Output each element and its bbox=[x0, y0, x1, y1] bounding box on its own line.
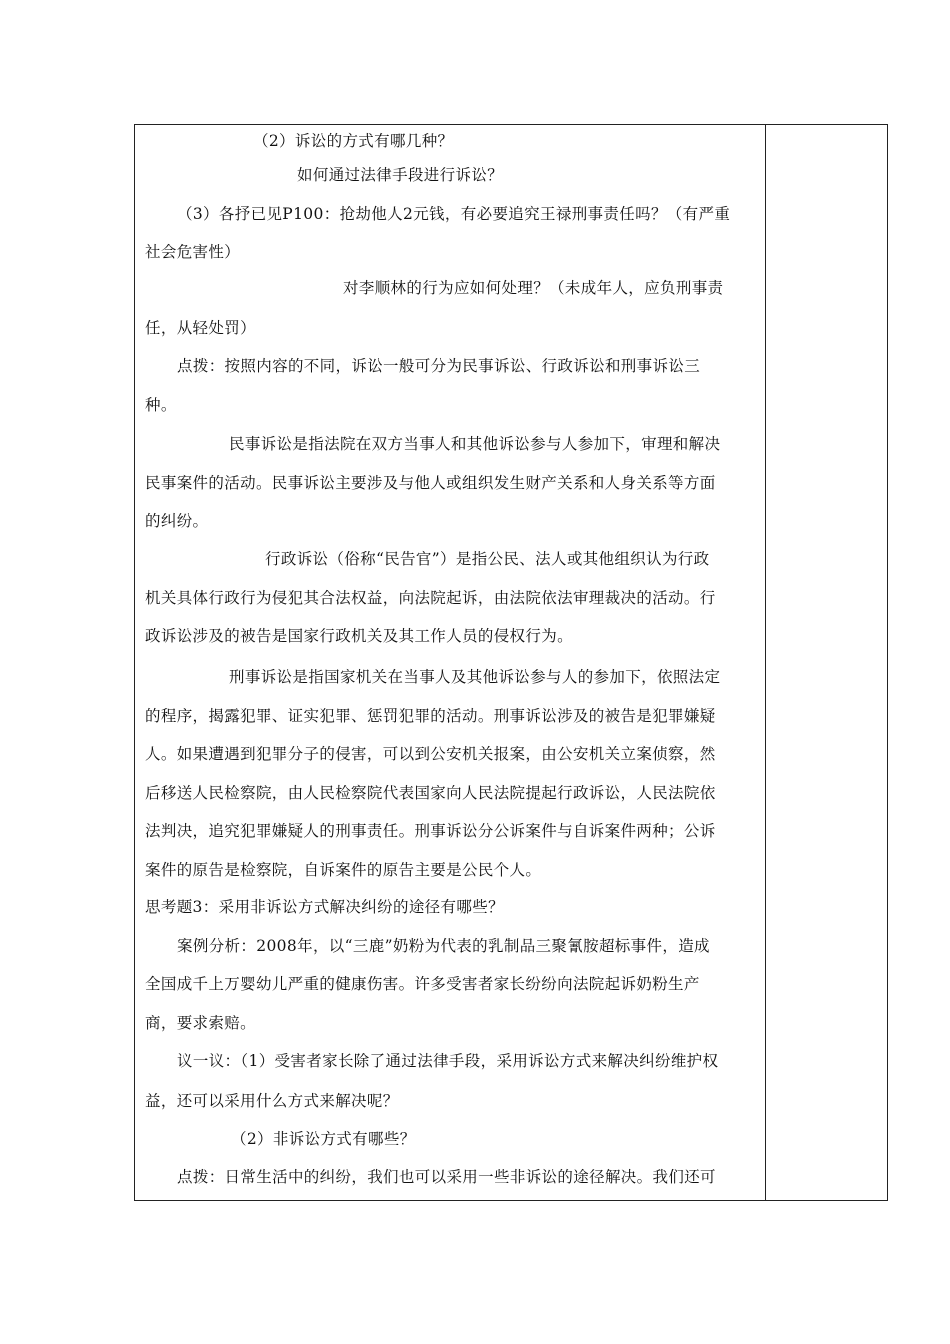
tip-1-line: 点拨：按照内容的不同，诉讼一般可分为民事诉讼、行政诉讼和刑事诉讼三 bbox=[177, 357, 701, 375]
notes-cell bbox=[766, 125, 887, 1200]
criminal-lawsuit-para-line-5: 法判决，追究犯罪嫌疑人的刑事责任。刑事诉讼分公诉案件与自诉案件两种；公诉 bbox=[145, 822, 716, 840]
question-heading-3: 思考题3：采用非诉讼方式解决纠纷的途径有哪些？ bbox=[145, 898, 504, 916]
criminal-lawsuit-para-line-2: 的程序，揭露犯罪、证实犯罪、惩罚犯罪的活动。刑事诉讼涉及的被告是犯罪嫌疑 bbox=[145, 707, 716, 725]
case-analysis-line-1: 案例分析：2008年，以“三鹿”奶粉为代表的乳制品三聚氰胺超标事件，造成 bbox=[177, 937, 710, 955]
case-analysis-line-3: 商，要求索赔。 bbox=[145, 1014, 256, 1032]
criminal-lawsuit-para-line-4: 后移送人民检察院，由人民检察院代表国家向人民法院提起行政诉讼，人民法院依 bbox=[145, 784, 716, 802]
question-3-sub-line: 对李顺林的行为应如何处理？（未成年人，应负刑事责 bbox=[343, 279, 724, 297]
admin-lawsuit-para-line-1: 行政诉讼（俗称“民告官”）是指公民、法人或其他组织认为行政 bbox=[265, 550, 710, 568]
tip-1-cont-line: 种。 bbox=[145, 396, 177, 414]
civil-lawsuit-para-line-3: 的纠纷。 bbox=[145, 512, 209, 530]
question-2-line: （2）诉讼的方式有哪几种？ bbox=[253, 132, 454, 150]
discussion-line-2: 益，还可以采用什么方式来解决呢？ bbox=[145, 1092, 399, 1110]
discussion-sub-line: （2）非诉讼方式有哪些？ bbox=[231, 1130, 416, 1148]
question-3-sub-cont-line: 任，从轻处罚） bbox=[145, 319, 256, 337]
admin-lawsuit-para-line-3: 政诉讼涉及的被告是国家行政机关及其工作人员的侵权行为。 bbox=[145, 627, 573, 645]
criminal-lawsuit-para-line-6: 案件的原告是检察院，自诉案件的原告主要是公民个人。 bbox=[145, 861, 542, 879]
question-2-sub-line: 如何通过法律手段进行诉讼？ bbox=[297, 166, 504, 184]
tip-2-line: 点拨：日常生活中的纠纷，我们也可以采用一些非诉讼的途径解决。我们还可 bbox=[177, 1168, 716, 1186]
question-3-cont-line: 社会危害性） bbox=[145, 243, 241, 261]
admin-lawsuit-para-line-2: 机关具体行政行为侵犯其合法权益，向法院起诉，由法院依法审理裁决的活动。行 bbox=[145, 589, 716, 607]
discussion-line-1: 议一议：（1）受害者家长除了通过法律手段，采用诉讼方式来解决纠纷维护权 bbox=[177, 1052, 719, 1070]
civil-lawsuit-para-line-2: 民事案件的活动。民事诉讼主要涉及与他人或组织发生财产关系和人身关系等方面 bbox=[145, 474, 716, 492]
content-cell bbox=[135, 125, 766, 1200]
civil-lawsuit-para-line-1: 民事诉讼是指法院在双方当事人和其他诉讼参与人参加下，审理和解决 bbox=[229, 435, 721, 453]
criminal-lawsuit-para-line-1: 刑事诉讼是指国家机关在当事人及其他诉讼参与人的参加下，依照法定 bbox=[229, 668, 721, 686]
question-3-line: （3）各抒已见P100：抢劫他人2元钱，有必要追究王禄刑事责任吗？（有严重 bbox=[177, 205, 731, 223]
case-analysis-line-2: 全国成千上万婴幼儿严重的健康伤害。许多受害者家长纷纷向法院起诉奶粉生产 bbox=[145, 975, 700, 993]
criminal-lawsuit-para-line-3: 人。如果遭遇到犯罪分子的侵害，可以到公安机关报案，由公安机关立案侦察，然 bbox=[145, 745, 716, 763]
lesson-table bbox=[134, 124, 888, 1201]
